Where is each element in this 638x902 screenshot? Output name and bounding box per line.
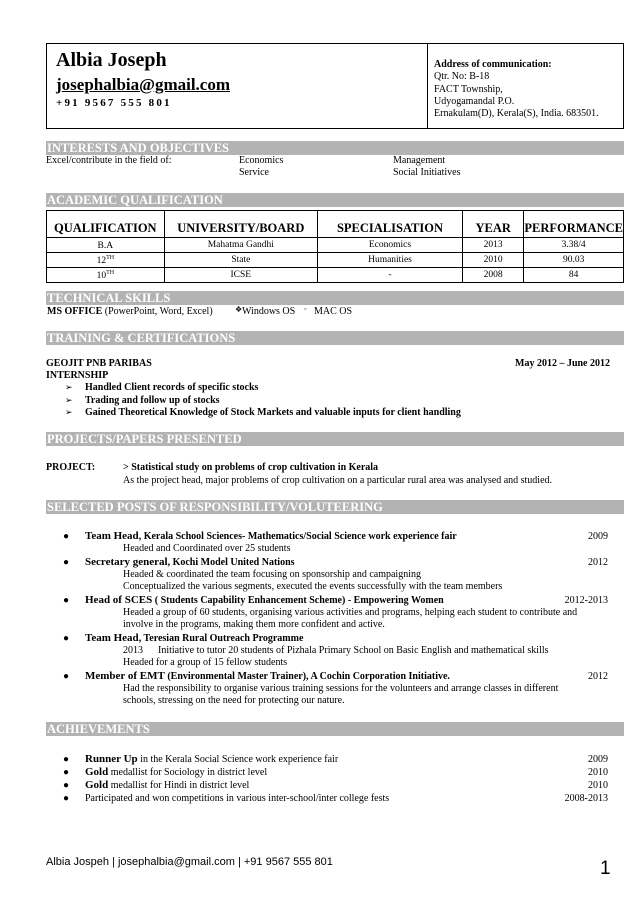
column-header: UNIVERSITY/BOARD (164, 211, 317, 238)
interest-item: Social Initiatives (393, 167, 461, 178)
section-projects: PROJECTS/PAPERS PRESENTED (46, 432, 624, 446)
section-training: TRAINING & CERTIFICATIONS (46, 331, 624, 345)
bullet-icon: ❖ (235, 305, 243, 314)
bullet-icon: ● (63, 793, 70, 804)
column-header: YEAR (463, 211, 524, 238)
cell-board: ICSE (164, 268, 317, 283)
cell-specialisation: Economics (317, 238, 462, 253)
address-line: Ernakulam(D), Kerala(S), India. 683501. (434, 108, 599, 120)
post-year: 2009 (588, 531, 608, 542)
table-header-row (47, 211, 624, 238)
column-header: SPECIALISATION (317, 211, 462, 238)
training-org: GEOJIT PNB PARIBAS (46, 358, 152, 369)
training-item: Gained Theoretical Knowledge of Stock Markets and valuable inputs for client handling (85, 407, 461, 418)
table-row (47, 253, 624, 268)
achievement-year: 2008-2013 (564, 793, 608, 804)
bullet-icon: ● (63, 595, 70, 606)
qualification-table (46, 210, 624, 283)
post-title: Team Head, Teresian Rural Outreach Programme (85, 632, 304, 644)
cell-performance: 90.03 (524, 253, 624, 268)
page-number: 1 (600, 858, 611, 879)
section-interests: INTERESTS AND OBJECTIVES (46, 141, 624, 155)
address-line: Qtr. No: B-18 (434, 71, 490, 83)
cell-qualification: 10TH (47, 268, 165, 283)
achievement-year: 2010 (588, 767, 608, 778)
post-detail: Headed & coordinated the team focusing on sponsorship and campaigning (123, 569, 421, 580)
cell-qualification: 12TH (47, 253, 165, 268)
training-dates: May 2012 – June 2012 (515, 358, 610, 369)
bullet-icon: ● (63, 557, 70, 568)
post-title: Head of SCES ( Students Capability Enhancement Scheme) - Empowering Women (85, 594, 444, 606)
post-detail: Headed a group of 60 students, organising various activities and programs, helping each student to contribute and (123, 607, 578, 618)
cell-performance: 84 (524, 268, 624, 283)
section-technical: TECHNICAL SKILLS (46, 291, 624, 305)
bullet-icon: ● (63, 531, 70, 542)
cell-performance: 3.38/4 (524, 238, 624, 253)
post-title: Secretary general, Kochi Model United Nations (85, 556, 295, 568)
mac-skill: MAC OS (314, 306, 353, 317)
phone-number: +91 9567 555 801 (56, 97, 172, 109)
cell-board: Mahatma Gandhi (164, 238, 317, 253)
post-detail: Had the responsibility to organise various training sessions for the volunteers and arrange classes in different (123, 683, 559, 694)
project-description: As the project head, major problems of crop cultivation on a particular rural area was analysed and studied. (123, 475, 553, 486)
training-item: Trading and follow up of stocks (85, 395, 220, 406)
achievement-item: Gold medallist for Hindi in district level (85, 779, 250, 791)
post-detail: Conceptualized the various segments, executed the events successfully with the team members (123, 581, 503, 592)
email-link[interactable]: josephalbia@gmail.com (56, 75, 231, 94)
arrow-bullet-icon: ➢ (65, 395, 73, 405)
interest-item: Service (239, 167, 269, 178)
bullet-icon: ● (63, 767, 70, 778)
project-label: PROJECT: (46, 462, 96, 473)
post-title: Team Head, Kerala School Sciences- Mathematics/Social Science work experience fair (85, 530, 457, 542)
address-line: FACT Township, (434, 83, 503, 95)
bullet-icon: ◦ (304, 305, 307, 313)
post-year: 2012-2013 (564, 595, 608, 606)
interest-item: Management (393, 155, 446, 166)
section-posts: SELECTED POSTS OF RESPONSIBILITY/VOLUTEERING (46, 500, 624, 514)
column-header: PERFORMANCE (524, 211, 624, 238)
address-heading: Address of communication: (434, 59, 552, 70)
achievement-item: Participated and won competitions in various inter-school/inter college fests (85, 793, 390, 804)
post-detail: schools, stressing on the need for protecting our nature. (123, 695, 345, 706)
training-item: Handled Client records of specific stocks (85, 382, 259, 393)
header-divider (427, 44, 428, 128)
arrow-bullet-icon: ➢ (65, 382, 73, 392)
post-detail: 2013 Initiative to tutor 20 students of Pizhala Primary School on Basic English and mathematical skills (123, 645, 549, 656)
column-header: QUALIFICATION (47, 211, 165, 238)
interest-item: Economics (239, 155, 284, 166)
achievement-year: 2009 (588, 754, 608, 765)
project-title: > Statistical study on problems of crop cultivation in Kerala (123, 462, 379, 473)
address-block (434, 59, 599, 120)
table-row (47, 238, 624, 253)
post-year: 2012 (588, 557, 608, 568)
section-academic: ACADEMIC QUALIFICATION (46, 193, 624, 207)
post-detail: involve in the programs, making them more confident and active. (123, 619, 385, 630)
bullet-icon: ● (63, 780, 70, 791)
interests-lead: Excel/contribute in the field of: (46, 155, 172, 166)
ms-office-skill: MS OFFICE (PowerPoint, Word, Excel) (47, 306, 213, 317)
cell-qualification: B.A (47, 238, 165, 253)
bullet-icon: ● (63, 633, 70, 644)
post-year: 2012 (588, 671, 608, 682)
candidate-name: Albia Joseph (56, 49, 167, 71)
training-role: INTERNSHIP (46, 370, 109, 381)
arrow-bullet-icon: ➢ (65, 407, 73, 417)
cell-specialisation: Humanities (317, 253, 462, 268)
header-box (46, 43, 624, 129)
cell-year: 2008 (463, 268, 524, 283)
achievement-item: Gold medallist for Sociology in district level (85, 766, 268, 778)
page-footer: Albia Jospeh | josephalbia@gmail.com | +91 9567 555 801 (46, 856, 333, 868)
achievement-year: 2010 (588, 780, 608, 791)
cell-year: 2010 (463, 253, 524, 268)
cell-board: State (164, 253, 317, 268)
table-row (47, 268, 624, 283)
post-detail: Headed for a group of 15 fellow students (123, 657, 288, 668)
achievement-item: Runner Up in the Kerala Social Science work experience fair (85, 753, 339, 765)
post-detail: Headed and Coordinated over 25 students (123, 543, 291, 554)
cell-year: 2013 (463, 238, 524, 253)
address-line: Udyogamandal P.O. (434, 95, 515, 107)
windows-skill: Windows OS (242, 306, 296, 317)
bullet-icon: ● (63, 671, 70, 682)
post-title: Member of EMT (Environmental Master Trainer), A Cochin Corporation Initiative. (85, 670, 450, 682)
section-achievements: ACHIEVEMENTS (46, 722, 624, 736)
bullet-icon: ● (63, 754, 70, 765)
cell-specialisation: - (317, 268, 462, 283)
